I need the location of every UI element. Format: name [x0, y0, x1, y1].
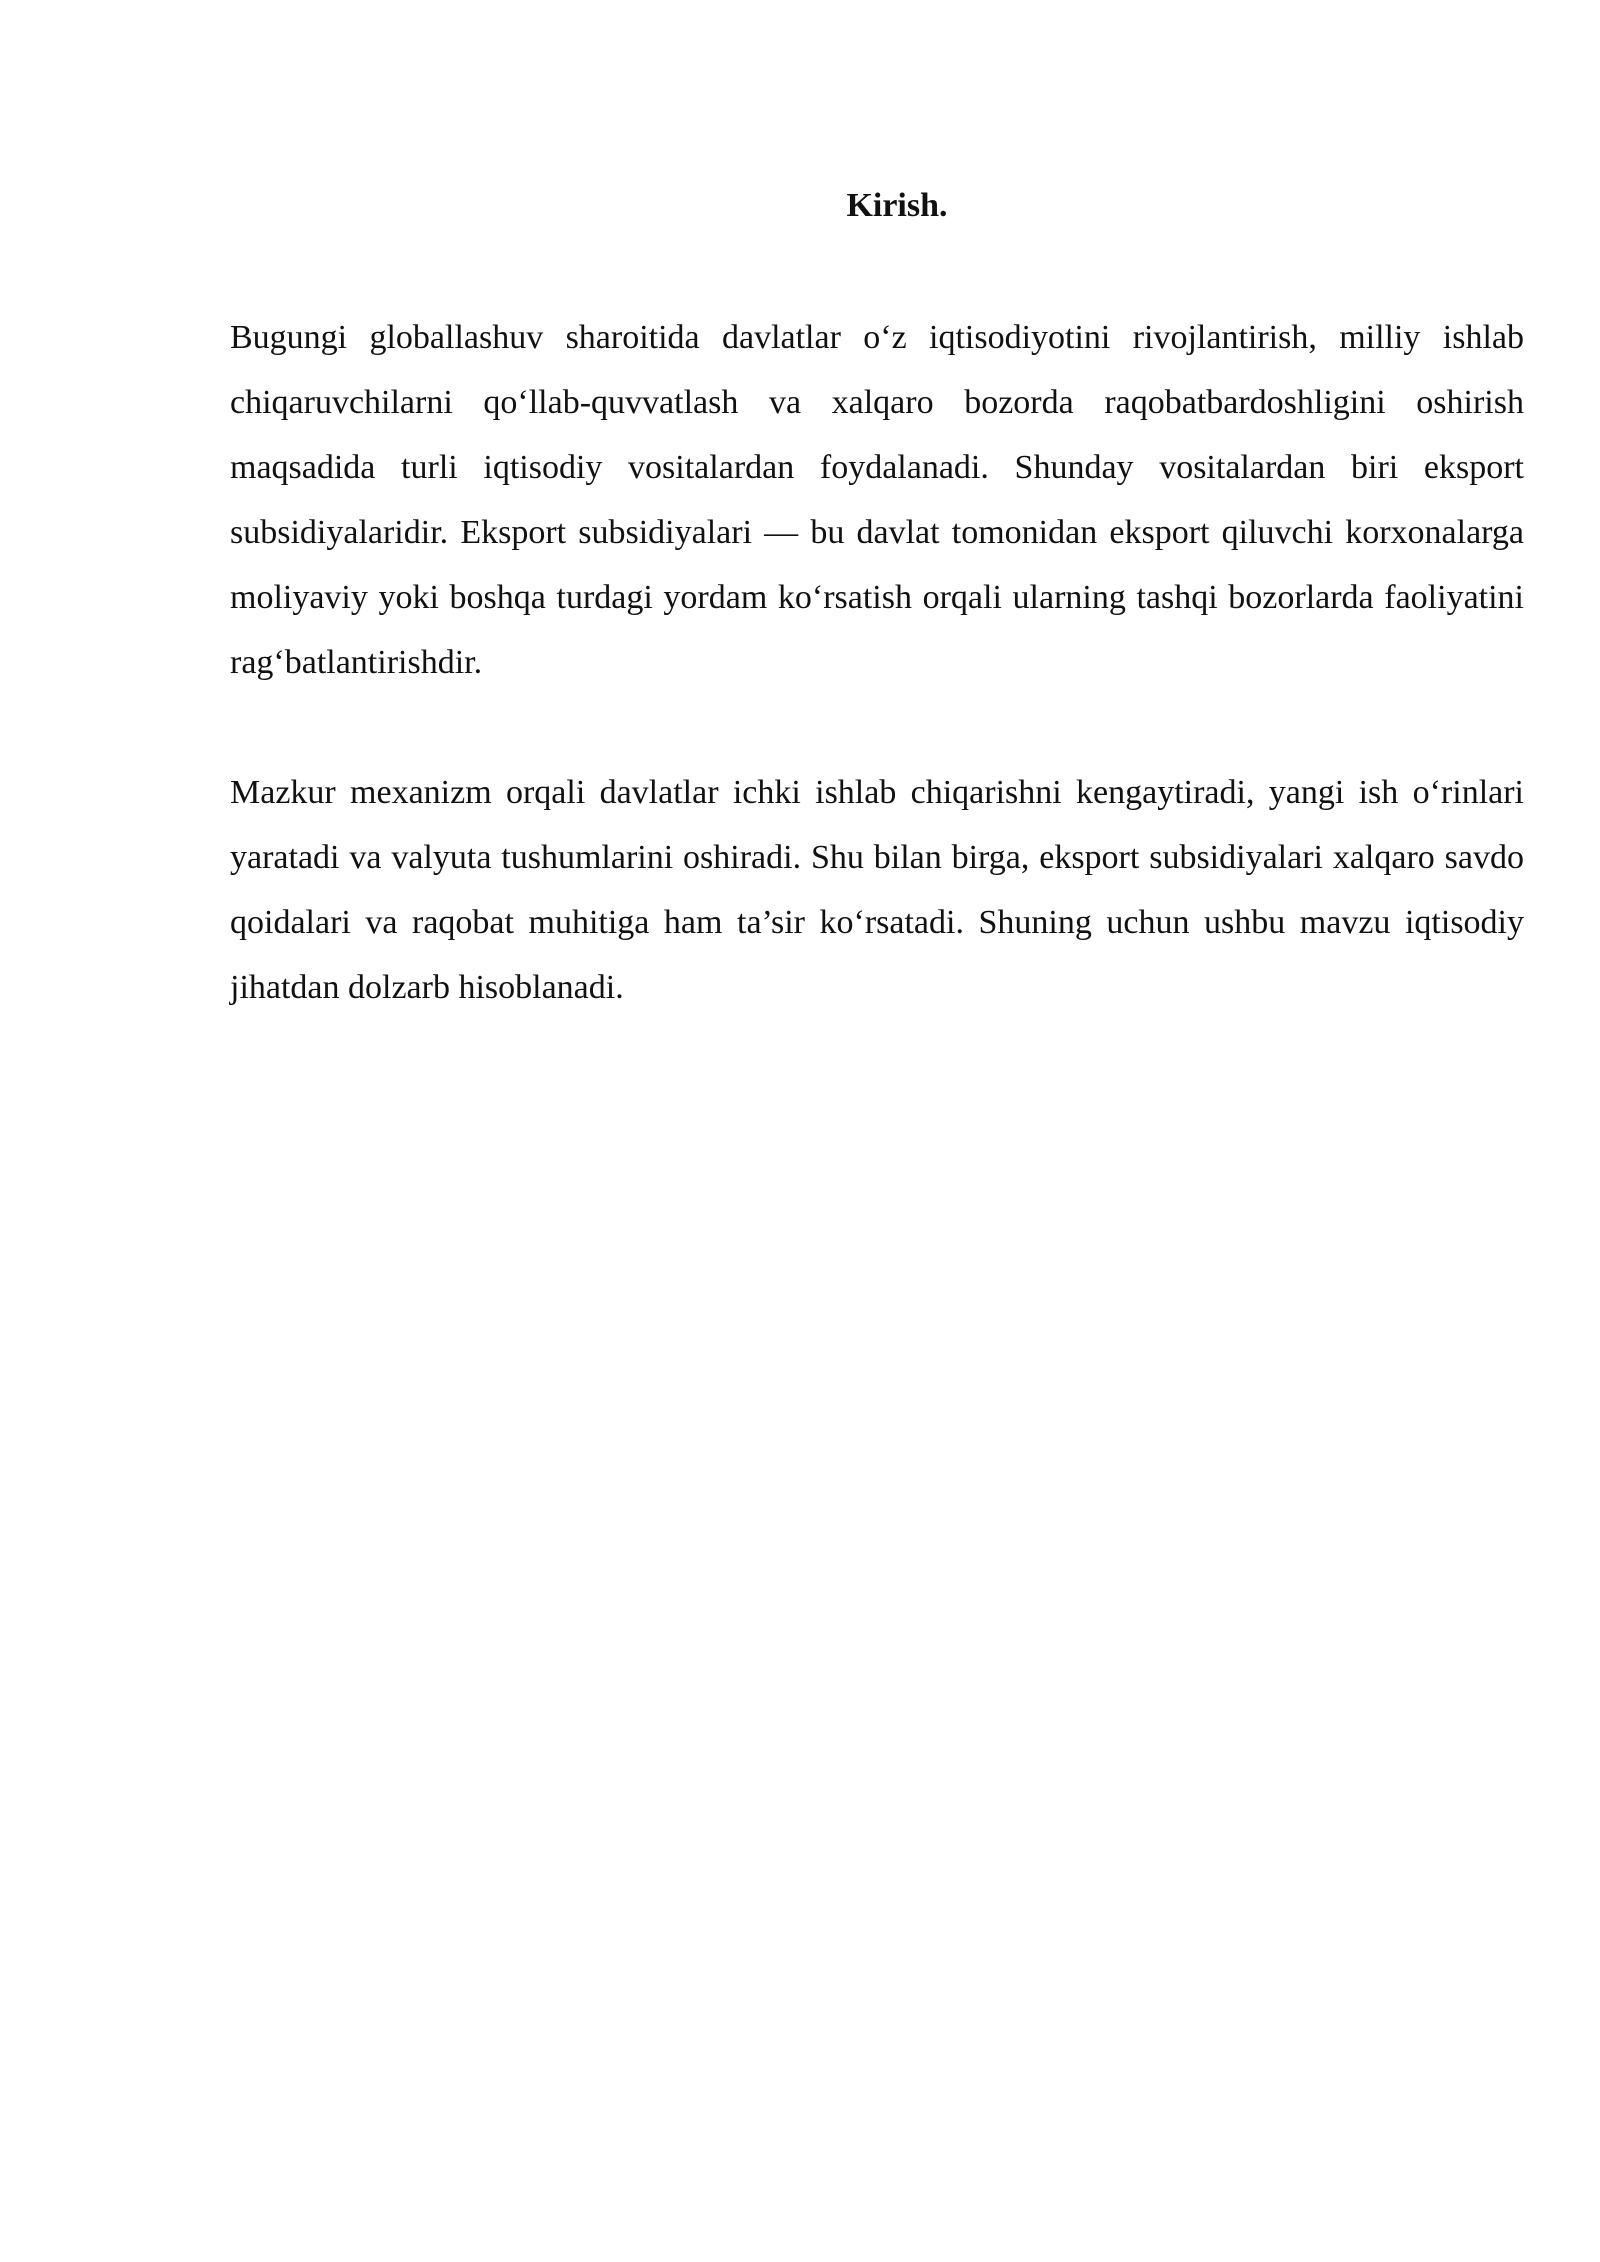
paragraph-intro: Bugungi globallashuv sharoitida davlatlar o‘z iqtisodiyotini rivojlantirish, milliy ishlab chiqaruvchilarni qo‘llab-quvvatlash va xalqaro bozorda raqobatbardoshligini oshirish maqsadida turli iqtisodiy vositalardan foydalanadi. Shunday vositalardan biri eksport subsidiyalaridir. Eksport subsidiyalari — bu davlat tomonidan eksport qiluvchi korxonalarga moliyaviy yoki boshqa turdagi yordam ko‘rsatish orqali ularning tashqi bozorlarda faoliyatini rag‘batlantirishdir.	[230, 319, 1524, 681]
paragraph-mechanism: Mazkur mexanizm orqali davlatlar ichki ishlab chiqarishni kengaytiradi, yangi ish o‘rinlari yaratadi va valyuta tushumlarini oshiradi. Shu bilan birga, eksport subsidiyalari xalqaro savdo qoidalari va raqobat muhitiga ham ta’sir ko‘rsatadi. Shuning uchun ushbu mavzu iqtisodiy jihatdan dolzarb hisoblanadi.	[230, 774, 1524, 1006]
document-title: Kirish.	[846, 187, 948, 224]
